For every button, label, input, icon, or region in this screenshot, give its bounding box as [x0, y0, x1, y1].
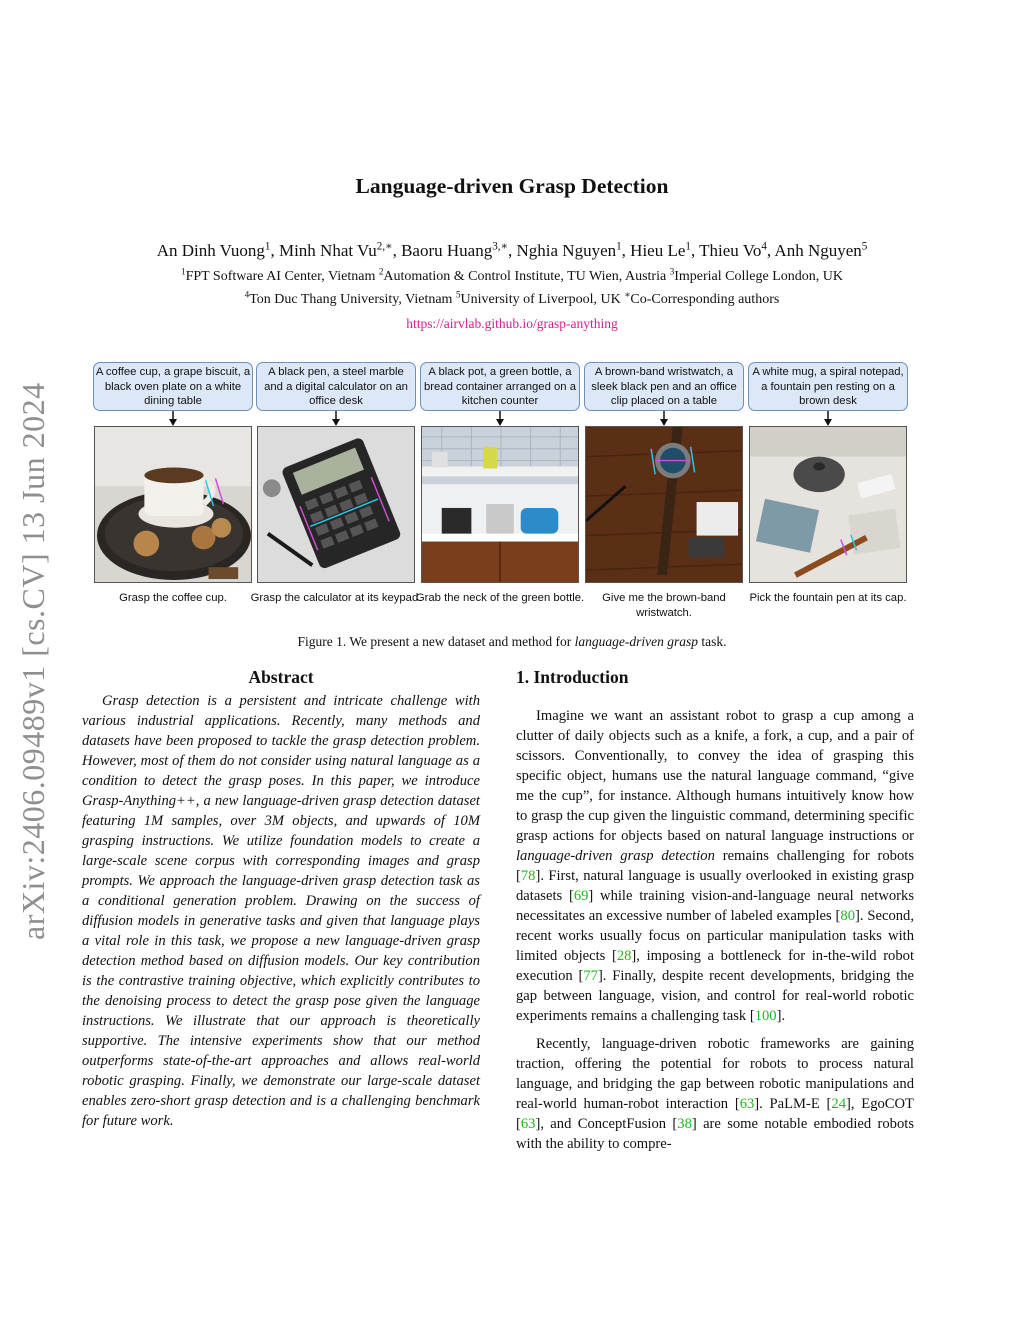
- down-arrow-icon: [495, 411, 505, 426]
- down-arrow-icon: [331, 411, 341, 426]
- grasp-command: Pick the fountain pen at its cap.: [749, 592, 907, 604]
- affiliation: Automation & Control Institute, TU Wien, Austria: [383, 269, 667, 284]
- citation-link[interactable]: 80: [840, 908, 856, 924]
- scene-prompt-box: A brown-band wristwatch, a sleek black pen and an office clip placed on a table: [584, 362, 744, 411]
- affiliation: Ton Duc Thang University, Vietnam: [249, 292, 453, 307]
- project-url-link[interactable]: https://airvlab.github.io/grasp-anything: [406, 316, 618, 331]
- down-arrow-icon: [168, 411, 178, 426]
- scene-prompt-box: A white mug, a spiral notepad, a fountain pen resting on a brown desk: [748, 362, 908, 411]
- scene-image-fountain-pen: [749, 426, 907, 583]
- intro-paragraph-1: Imagine we want an assistant robot to grasp a cup among a clutter of daily objects such as a knife, a fork, a cup, and a pair of scissors. Conventionally, to convey the idea of grasping this specific object, humans use the natural language command, “give me the cup”, for instance. Although humans intuitively know how to grasp the cup given the linguistic command, determining specific grasp actions for objects based on natural language instructions or language-driven grasp detection remains challenging for robots [78]. First, natural language is usually overlooked in existing grasp datasets [69] while training vision-and-language neural networks necessitates an excessive number of labeled examples [80]. Second, recent works usually focus on particular manipulation tasks with limited objects [28], imposing a bottleneck for in-the-wild robot execution [77]. Finally, despite recent developments, bridging the gap between language, vision, and control for real-world robotic experiments remains a challenging task [100].: [516, 708, 915, 1024]
- figure-caption: Figure 1. We present a new dataset and method for language-driven grasp task.: [297, 634, 727, 649]
- citation-link[interactable]: 28: [616, 948, 632, 964]
- scene-image-wristwatch: [585, 426, 743, 583]
- affiliation: University of Liverpool, UK: [460, 292, 621, 307]
- author: Anh Nguyen: [774, 241, 862, 260]
- citation-link[interactable]: 78: [520, 868, 536, 884]
- abstract-heading: Abstract: [248, 667, 314, 687]
- affiliation: FPT Software AI Center, Vietnam: [185, 269, 376, 284]
- affiliations-line-1: $^1$FPT Software AI Center, Vietnam $^2$Automation & Control Institute, TU Wien, Austria $^3$Imperial College London, UK: [181, 266, 843, 284]
- paper-title: Language-driven Grasp Detection: [355, 174, 669, 198]
- introduction-section: [516, 667, 914, 1154]
- author: Hieu Le: [630, 241, 686, 260]
- affiliations-line-2: $^4$Ton Duc Thang University, Vietnam $^5$University of Liverpool, UK ∗Co-Corresponding authors: [244, 289, 780, 307]
- author-list: An Dinh Vuong$^1$, Minh Nhat $Vu^{2,∗}$, Baoru Huang$^{3,∗}$, Nghia Nguyen$^1$, Hieu Le$^1$, Thieu Vo$^4$, Anh Nguyen$^5$: [156, 240, 868, 260]
- author: Baoru Huang: [401, 241, 493, 260]
- scene-image-kitchen: [421, 426, 579, 583]
- figure-panel-fountain-pen: [748, 362, 908, 624]
- scene-prompt-box: A black pen, a steel marble and a digital calculator on an office desk: [256, 362, 416, 411]
- grasp-command: Grab the neck of the green bottle.: [415, 592, 585, 604]
- author: An Dinh Vuong: [156, 241, 265, 260]
- citation-link[interactable]: 24: [831, 1096, 847, 1112]
- abstract-text: Grasp detection is a persistent and intricate challenge with various industrial applications. Recently, many methods and datasets have been proposed to tackle the grasp detection problem. However, most of them do not consider using natural language as a condition to detect the grasp poses. In this paper, we introduce Grasp-Anything++, a new language-driven grasp detection dataset featuring 1M samples, over 3M objects, and upwards of 10M grasping instructions. We utilize foundation models to create a large-scale scene corpus with corresponding images and grasp prompts. We approach the language-driven grasp detection task as a conditional generation problem. Drawing on the success of diffusion models in generative tasks and given that language plays a vital role in this task, we propose a new language-driven grasp detection method based on diffusion models. Our key contribution is the contrastive training objective, which explicitly contributes to the denoising process to detect the grasp pose given the language instructions. We illustrate that our approach is theoretically supportive. The intensive experiments show that our method outperforms state-of-the-art approaches and allows real-world robotic grasping. Finally, we demonstrate our large-scale dataset enables zero-short grasp detection and is a challenging benchmark for future work.: [82, 693, 480, 1129]
- citation-link[interactable]: 77: [583, 968, 598, 984]
- scene-prompt-box: A coffee cup, a grape biscuit, a black oven plate on a white dining table: [93, 362, 253, 411]
- scene-prompt-box: A black pot, a green bottle, a bread container arranged on a kitchen counter: [420, 362, 580, 411]
- grasp-command: Grasp the coffee cup.: [119, 592, 227, 604]
- affiliation: Imperial College London, UK: [674, 269, 843, 284]
- citation-link[interactable]: 100: [754, 1008, 777, 1024]
- figure-panel-kitchen: [415, 362, 585, 624]
- grasp-command: Give me the brown-band wristwatch.: [602, 592, 726, 619]
- grasp-command: Grasp the calculator at its keypad.: [250, 592, 422, 604]
- figure-panel-wristwatch: [584, 362, 744, 624]
- citation-link[interactable]: 38: [677, 1116, 692, 1132]
- author: Thieu Vo: [699, 241, 762, 260]
- figure-panel-coffee: [93, 362, 253, 624]
- scene-image-coffee-cup: [94, 426, 252, 583]
- introduction-heading: 1. Introduction: [516, 667, 629, 687]
- abstract-section: [82, 667, 480, 1131]
- figure-1: [93, 362, 908, 624]
- citation-link[interactable]: 63: [520, 1116, 536, 1132]
- author: Minh Nhat Vu: [278, 241, 377, 260]
- scene-image-calculator: [257, 426, 415, 583]
- down-arrow-icon: [659, 411, 669, 426]
- arxiv-identifier: arXiv:2406.09489v1 [cs.CV] 13 Jun 2024: [15, 382, 51, 940]
- citation-link[interactable]: 69: [573, 888, 589, 904]
- citation-link[interactable]: 63: [739, 1096, 755, 1112]
- intro-paragraph-2: Recently, language-driven robotic frameworks are gaining traction, offering the potential for robots to process natural language, and bridging the gap between robotic manipulations and real-world human-robot interaction [63]. PaLM-E [24], EgoCOT [63], and ConceptFusion [38] are some notable embodied robots with the ability to compre-: [516, 1036, 914, 1152]
- author: Nghia Nguyen: [516, 241, 617, 260]
- corresponding-note: Co-Corresponding authors: [630, 292, 780, 307]
- figure-panel-calculator: [250, 362, 422, 624]
- down-arrow-icon: [823, 411, 833, 426]
